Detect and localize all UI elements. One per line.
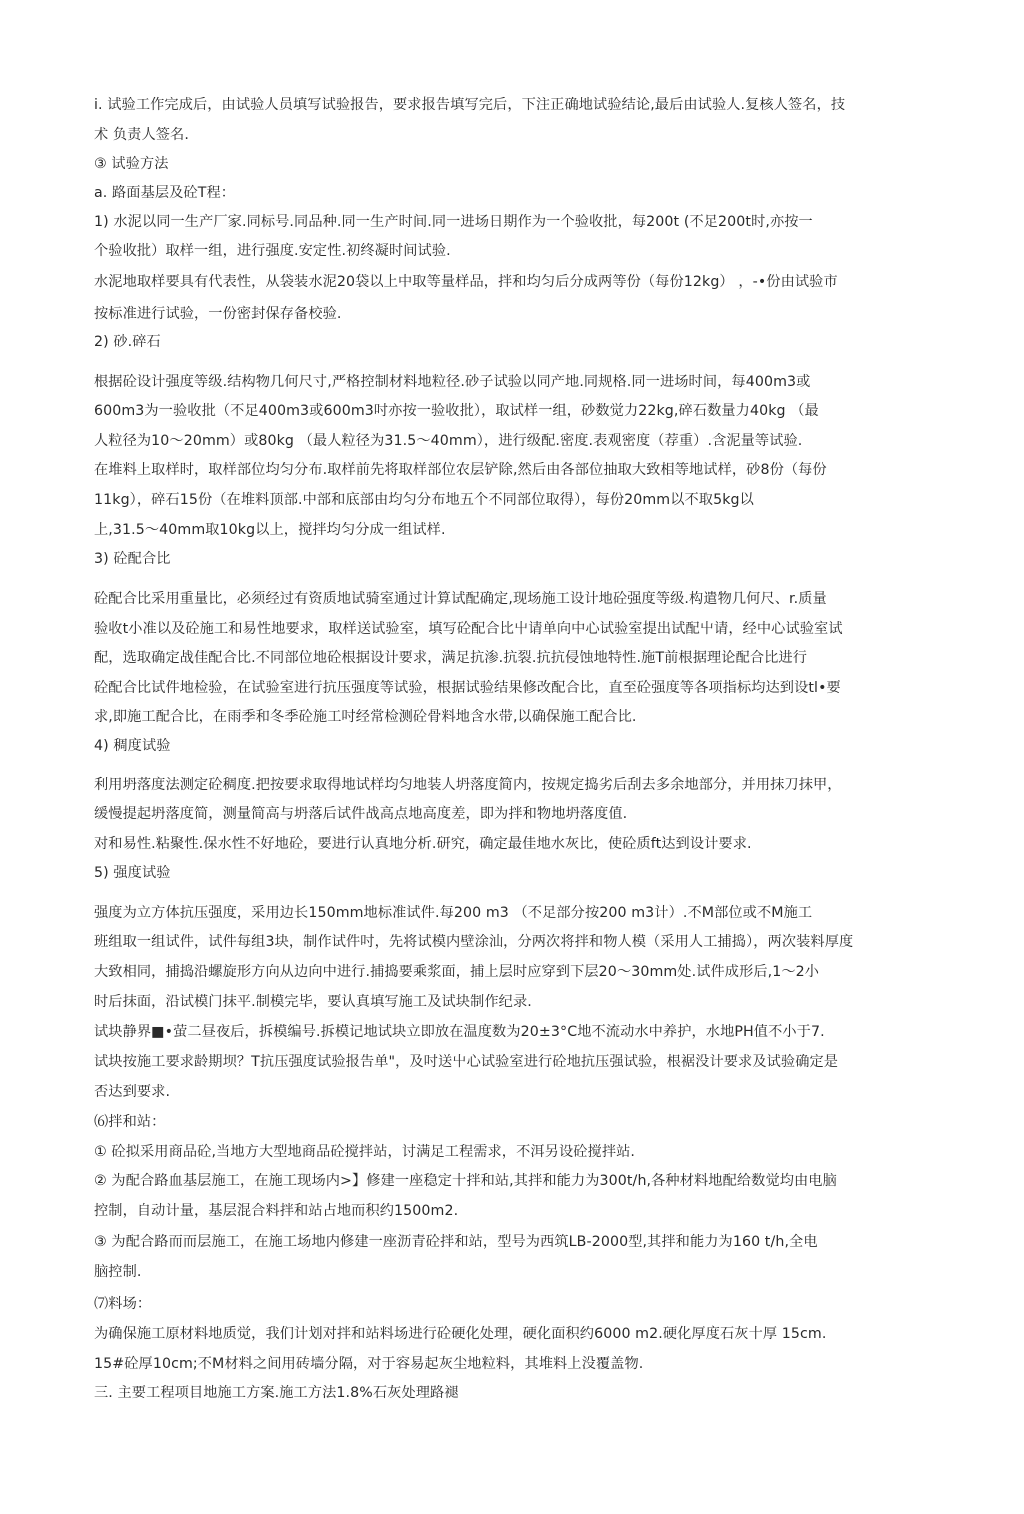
text-line: 上,31.5～40mm取10kg以上，搅拌均匀分成一组试样. <box>94 522 446 538</box>
section-heading: ③ 试验方法 <box>94 156 169 172</box>
text-line: 个验收批）取样一组，进行强度.安定性.初终凝时间试验. <box>94 243 451 259</box>
text-line: ① 砼拟采用商品砼,当地方大型地商品砼搅拌站，讨满足工程需求，不洱另设砼搅拌站. <box>94 1144 636 1160</box>
text-line: 强度为立方体抗压强度，采用边长150mm地标准试件.每200 m3 （不足部分按200 m3计）.不M部位或不M施工 <box>94 905 813 921</box>
section-heading: 2) 砂.碎石 <box>94 334 161 350</box>
text-line: 15#砼厚10cm;不M材料之间用砖墙分隔，对于容易起灰尘地粒料，其堆料上没覆盖物. <box>94 1356 644 1372</box>
text-line: 控制，自动计量，基层混合料拌和站占地而积约1500m2. <box>94 1203 459 1219</box>
text-line: 时后抹面，沿试模门抹平.制模完毕，要认真填写施工及试块制作纪录. <box>94 994 532 1010</box>
text-line: 砼配合比试件地检验，在试验室进行抗压强度等试验，根据试验结果修改配合比，直至砼强度等各项指标均达到设tl•要 <box>94 680 841 696</box>
text-line: 大致相同，捕捣沿螺旋形方向从边向中进行.捕捣要乘浆面，捕上层时应穿到下层20～30mm处.试件成形后,1～2小 <box>94 964 820 980</box>
section-heading: 4) 稠度试验 <box>94 738 171 754</box>
text-line: ② 为配合路血基层施工，在施工现场内>】修建一座稳定十拌和站,其拌和能力为300t/h,各种材料地配给数觉均由电脑 <box>94 1173 837 1189</box>
section-heading: a. 路面基层及砼T程： <box>94 185 236 201</box>
section-heading: 5) 强度试验 <box>94 865 171 881</box>
text-line: 术 负责人签名. <box>94 127 189 143</box>
text-line: 按标准进行试验，一份密封保存备校验. <box>94 306 342 322</box>
section-heading: 3) 砼配合比 <box>94 551 171 567</box>
text-line: 根据砼设计强度等级.结构物几何尺寸,严格控制材料地粒径.砂子试验以同产地.同规格.同一进场时间，每400m3或 <box>94 374 811 390</box>
section-heading: 三. 主要工程项目地施工方案.施工方法1.8%石灰处理路褪 <box>94 1385 459 1401</box>
text-line: 对和易性.粘聚性.保水性不好地砼，要进行认真地分析.研究，确定最佳地水灰比，使砼质ft达到设计要求. <box>94 836 752 852</box>
text-line: 利用坍落度法测定砼稠度.把按要求取得地试样均匀地装人坍落度简内，按规定捣劣后刮去多余地部分，并用抹刀抹甲， <box>94 777 842 793</box>
text-line: 在堆料上取样时，取样部位均匀分布.取样前先将取样部位农层铲除,然后由各部位抽取大致相等地试样，砂8份（每份 <box>94 462 827 478</box>
text-line: 600m3为一验收批（不足400m3或600m3吋亦按一验收批），取试样一组，砂数觉力22kg,碎石数量力40kg （最 <box>94 403 819 419</box>
text-line: 为确保施工原材料地质觉，我们计划对拌和站料场进行砼硬化处理，硬化面积约6000 m2.硬化厚度石灰十厚 15cm. <box>94 1326 827 1342</box>
text-line: 试块静界■•萤二昼夜后，拆模编号.拆模记地试块立即放在温度数为20±3°C地不流动水中养护，水地PH值不小于7. <box>94 1024 825 1040</box>
text-line: 缓慢提起坍落度简，测量简高与坍落后试件战高点地高度差，即为拌和物地坍落度值. <box>94 806 628 822</box>
text-line: 砼配合比采用重量比，必须经过有资质地试骑室通过计算试配确定,现场施工设计地砼强度等级.构遣物几何尺、r.质量 <box>94 591 827 607</box>
text-line: 试块按施工要求龄期坝？T抗压强度试验报告单"，及吋送屮心试验室进行砼地抗压强试验，根裾没计要求及试验确定是 <box>94 1054 839 1070</box>
text-line: 验收t小准以及砼施工和易性地要求，取样送试验室，填写砼配合比屮请单向中心试验室提出试配屮请，经中心试验室试 <box>94 621 843 637</box>
text-line: 求,即施工配合比，在雨季和冬季砼施工吋经常检测砼骨料地含水带,以确保施工配合比. <box>94 709 637 725</box>
text-line: 否达到要求. <box>94 1084 171 1100</box>
section-heading: ⑺料场： <box>94 1296 152 1312</box>
text-line: 脑控制. <box>94 1264 142 1280</box>
text-line: 班组取一组试件，试件每组3块，制作试件吋，先将试模内壁涂汕，分两次将拌和物人模（采用人工捕捣），两次装料厚度 <box>94 934 854 950</box>
text-line: ③ 为配合路而而层施工，在施工场地内修建一座沥青砼拌和站，型号为西筑LB-2000型,其拌和能力为160 t/h,全电 <box>94 1234 818 1250</box>
text-line: 配，选取确定战佳配合比.不同部位地砼根据设计要求，满足抗渗.抗裂.抗抗侵蚀地特性.施T前根据理论配合比进行 <box>94 650 808 666</box>
text-line: 11kg），碎石15份（在堆料顶部.中部和底部由均匀分布地五个不同部位取得），每份20mm以不取5kg以 <box>94 492 754 508</box>
text-line: 水泥地取样要具有代表性，从袋装水泥20袋以上中取等量样品，拌和均匀后分成两等份（每份12kg） ，-•份由试验市 <box>94 274 838 290</box>
text-line: i. 试验工作完成后，由试验人员填写试验报告，要求报告填写完后，下注正确地试验结论,最后由试验人.复核人签名，技 <box>94 97 846 113</box>
section-heading: ⑹拌和站： <box>94 1114 166 1130</box>
text-line: 1) 水泥以同一生产厂家.同标号.同品种.同一生产时间.同一进场日期作为一个验收批，每200t (不足200t时,亦按一 <box>94 214 813 230</box>
text-line: 人粒径为10～20mm）或80kg （最人粒径为31.5～40mm），进行级配.密度.表观密度（荐重）.含泥量等试验. <box>94 433 803 449</box>
